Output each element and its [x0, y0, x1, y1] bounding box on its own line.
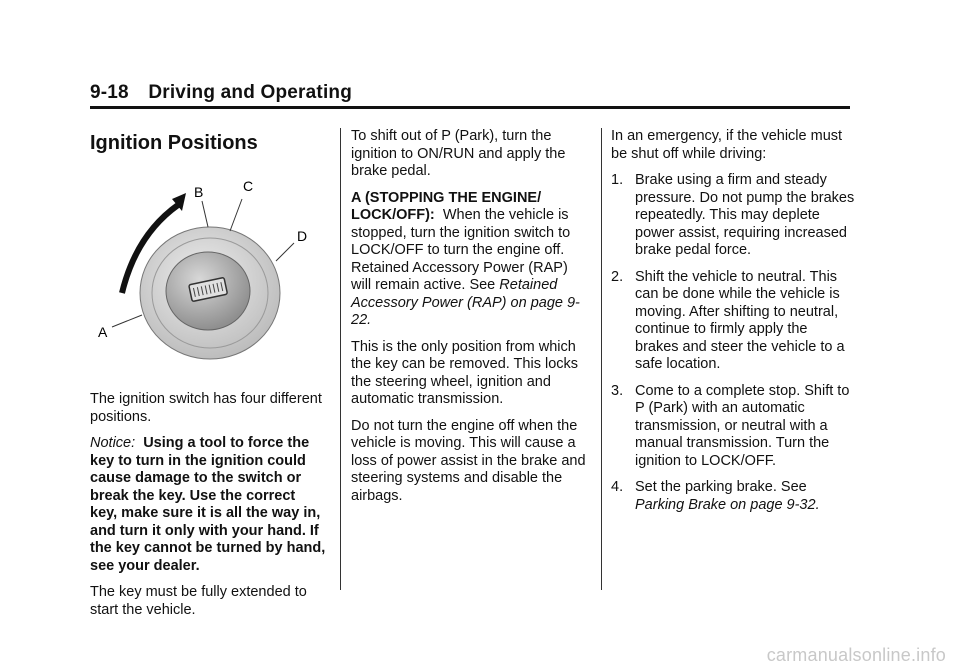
shift-out-paragraph: To shift out of P (Park), turn the ignition to ON/RUN and apply the brake pedal. — [351, 128, 566, 179]
step-text: Shift the vehicle to neutral. This can be done while the vehicle is moving. After shifting to neutral, continue to firmly apply the brakes and steer the vehicle to a safe location. — [635, 268, 845, 372]
label-a: A — [98, 324, 108, 340]
list-item — [611, 479, 855, 514]
emergency-paragraph: In an emergency, if the vehicle must be shut off while driving: — [611, 128, 843, 162]
step-text: Brake using a firm and steady pressure. Do not pump the brakes repeatedly. This may deplete power assist, requiring increased brake pedal force. — [635, 172, 855, 258]
column-2 — [351, 128, 589, 514]
column-3 — [611, 128, 855, 523]
list-item — [611, 269, 855, 374]
list-item — [611, 172, 855, 260]
page-header — [90, 82, 352, 104]
header-rule — [90, 106, 850, 109]
notice-label: Notice: — [90, 435, 136, 451]
step-number: 2. — [611, 268, 624, 285]
step-number: 1. — [611, 172, 624, 188]
step-text: Come to a complete stop. Shift to P (Park) with an automatic transmission, or neutral with a manual transmission. Turn the ignition to LOCK/OFF. — [635, 382, 850, 469]
section-title: Ignition Positions — [90, 132, 258, 154]
step-number: 3. — [611, 382, 624, 399]
do-not-turn-paragraph: Do not turn the engine off when the vehicle is moving. This will cause a loss of power assist in the brake and steering systems and disable the airbags. — [351, 417, 586, 504]
only-position-paragraph: This is the only position from which the key can be removed. This locks the steering wheel, ignition and automatic transmission. — [351, 338, 579, 407]
label-b: B — [194, 184, 204, 200]
label-d: D — [297, 228, 308, 244]
parking-brake-link[interactable]: Parking Brake on page 9-32. — [635, 496, 820, 513]
label-c: C — [243, 178, 254, 194]
key-extended-paragraph: The key must be fully extended to start the vehicle. — [90, 584, 307, 618]
position-a-paragraph — [351, 190, 589, 330]
step-text: Set the parking brake. See — [635, 479, 807, 495]
emergency-steps — [611, 172, 855, 514]
column-1 — [90, 128, 326, 628]
watermark: carmanualsonline.info — [766, 645, 946, 665]
position-a-text: When the vehicle is stopped, turn the ignition switch to LOCK/OFF to turn the engine off. Retained Accessory Power (RAP) will remain active. See — [351, 207, 571, 293]
notice-paragraph — [90, 435, 326, 575]
step-number: 4. — [611, 479, 624, 495]
chapter-title: Driving and Operating — [148, 82, 353, 103]
column-divider-1 — [340, 128, 341, 590]
column-divider-2 — [601, 128, 602, 590]
position-a-label: A (STOPPING THE ENGINE/ LOCK/OFF): — [351, 189, 542, 223]
ignition-switch-illustration — [90, 165, 326, 365]
page-number: 9-18 — [90, 82, 129, 103]
ignition-figure — [90, 165, 326, 365]
rap-link[interactable]: Retained Accessory Power (RAP) on page 9-22. — [351, 277, 580, 328]
list-item — [611, 383, 855, 471]
notice-text: Using a tool to force the key to turn in the ignition could cause damage to the switch or break the key. Use the correct key, make sure it is all the way in, and turn it only with your hand. If the key cannot be turned by hand, see your dealer. — [90, 435, 326, 574]
intro-paragraph: The ignition switch has four different positions. — [90, 391, 322, 425]
